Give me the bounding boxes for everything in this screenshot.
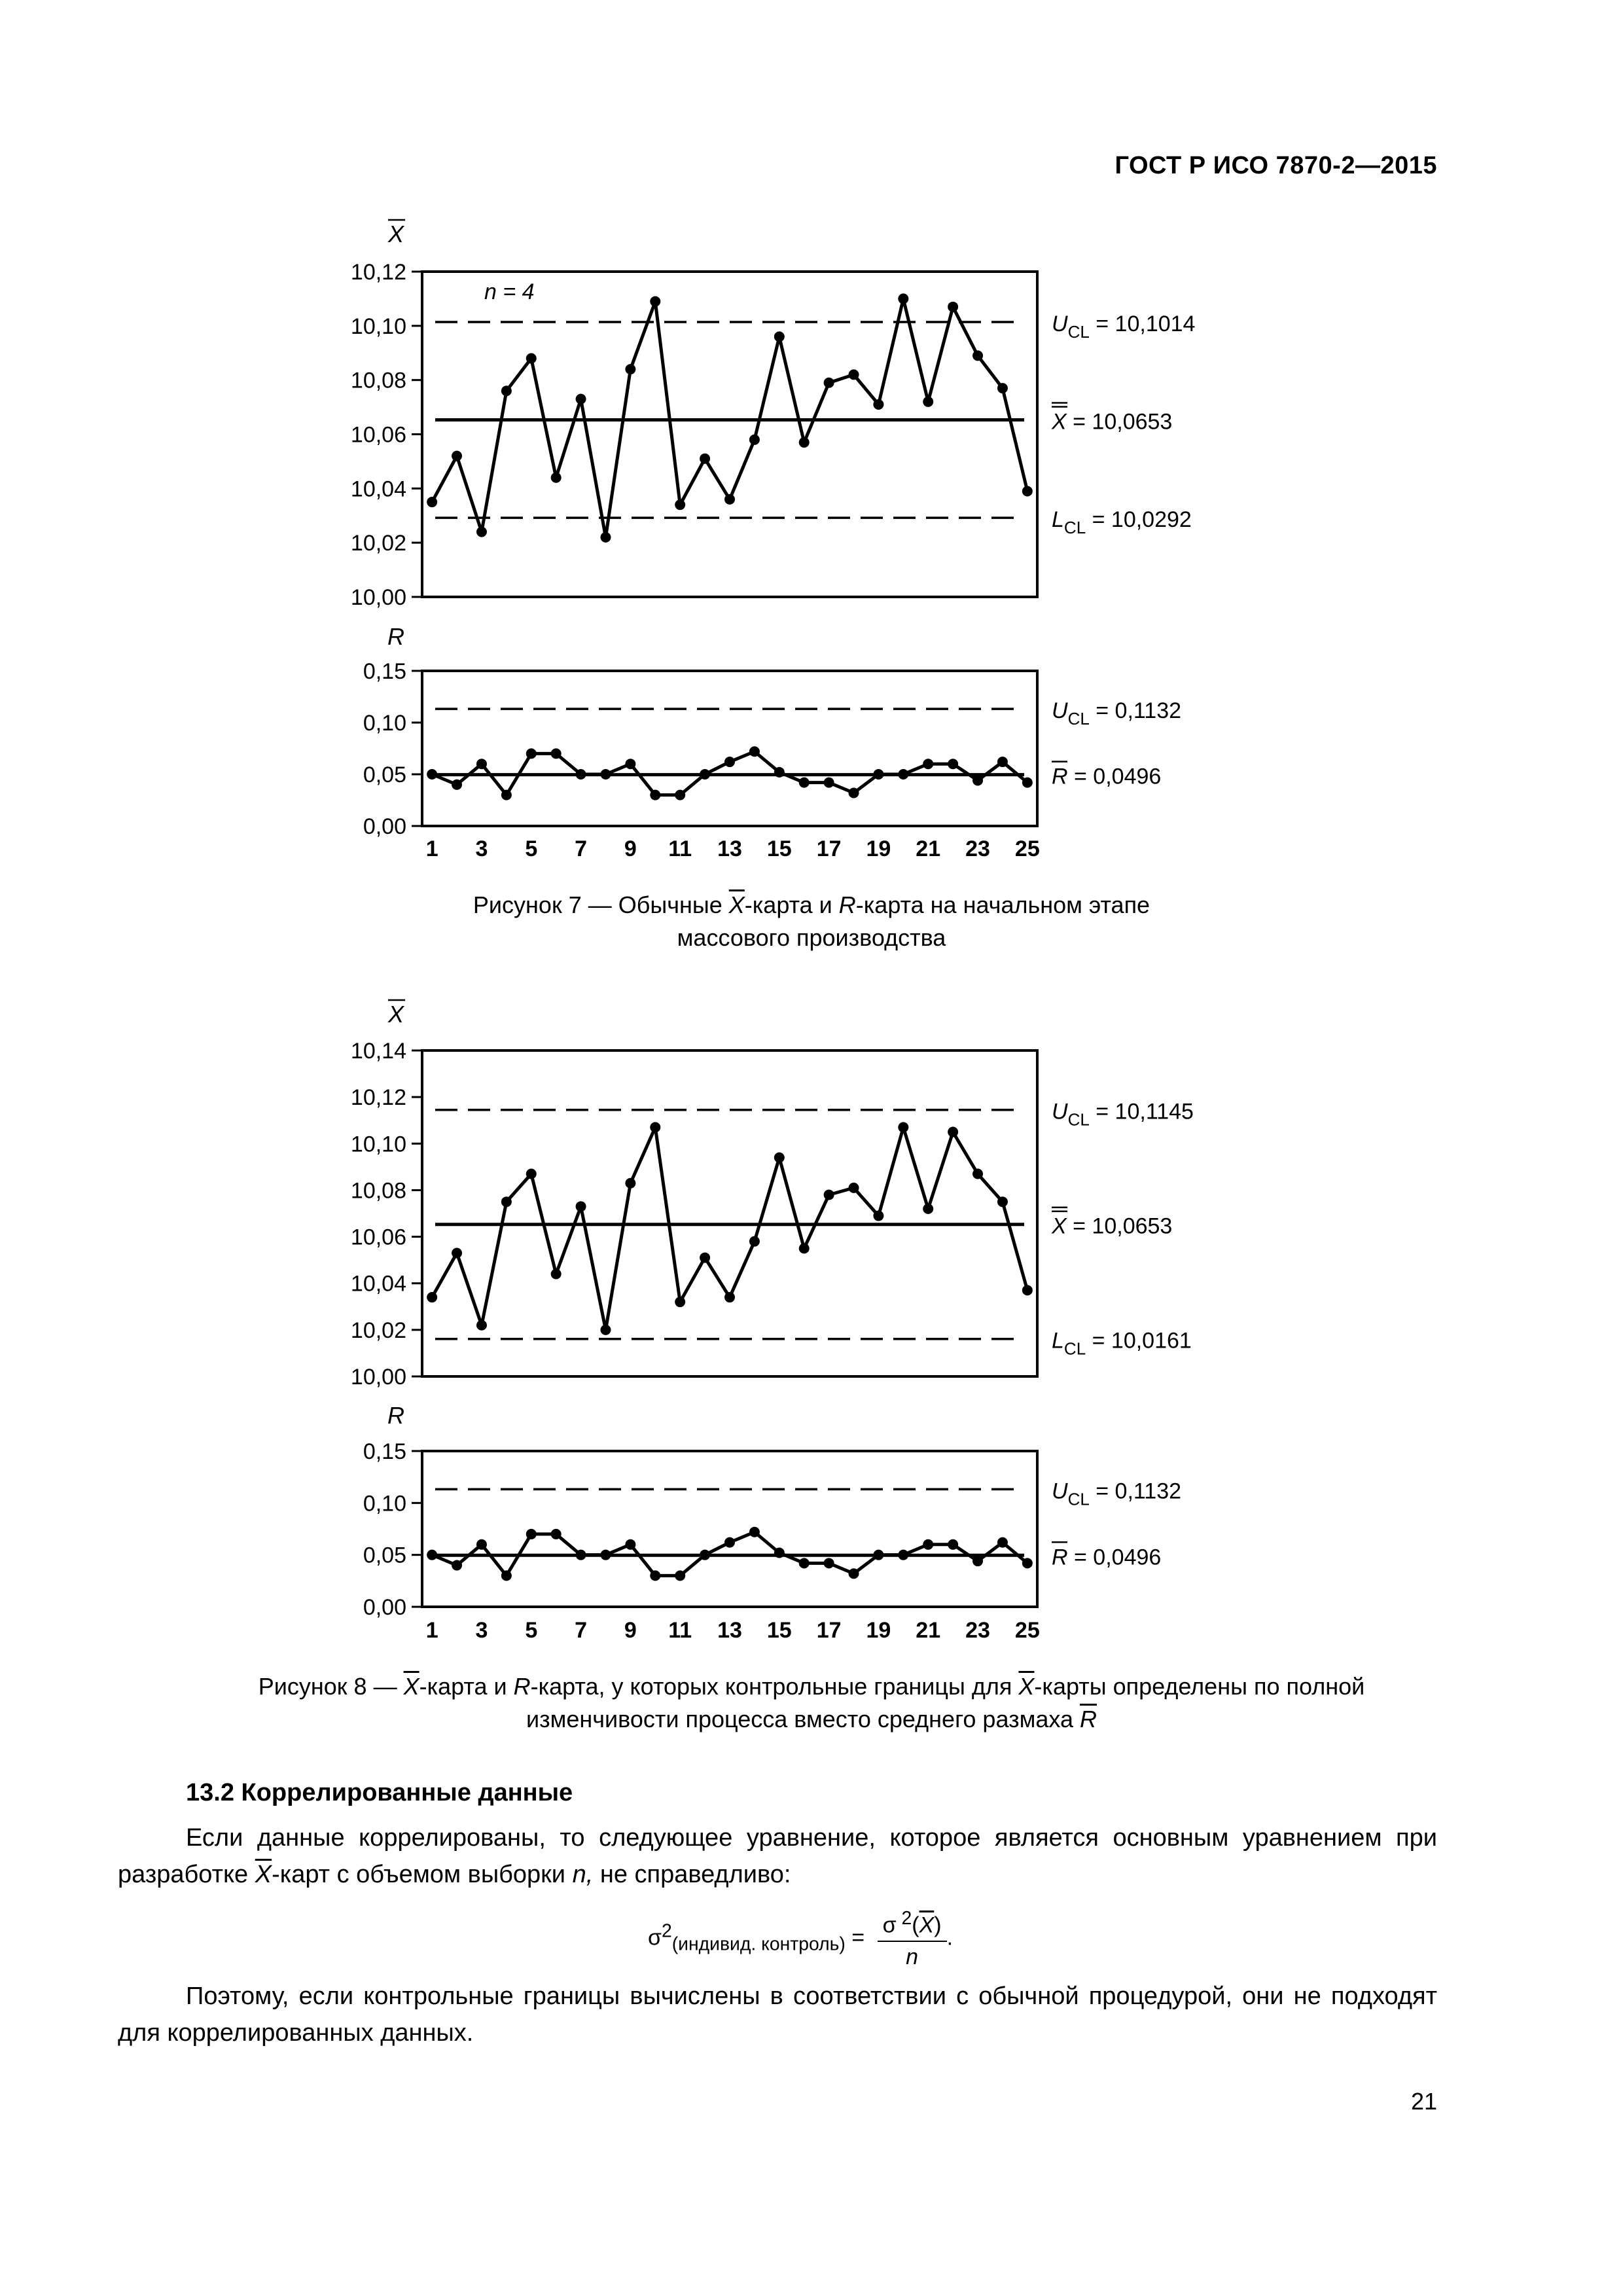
y-tick-label: 0,05 <box>363 1543 406 1568</box>
x-tick-label: 11 <box>668 836 692 861</box>
y-tick-label: 10,10 <box>350 1132 406 1157</box>
sigma-symbol: σ <box>882 1912 897 1938</box>
x-tick-label: 3 <box>475 1618 488 1643</box>
x-tick-label: 23 <box>965 1618 990 1643</box>
y-tick-label: 0,00 <box>363 1595 406 1620</box>
para-text: Если данные коррелированы, то следующее уравнение, которое является основным уравнением при разработке <box>118 1824 1437 1888</box>
y-tick-label: 0,00 <box>363 814 406 839</box>
exponent: 2 <box>661 1920 672 1942</box>
control-line-label: R = 0,0496 <box>1052 764 1162 789</box>
y-tick-label: 10,02 <box>350 1318 406 1343</box>
data-point <box>650 1570 660 1581</box>
plot-frame <box>422 1451 1037 1607</box>
caption-text: -карта и <box>744 891 839 918</box>
caption-text: -карта, у которых контрольные границы для <box>530 1673 1019 1700</box>
x-tick-label: 25 <box>1014 836 1040 861</box>
y-tick-label: 10,04 <box>350 476 406 502</box>
control-line-label: X = 10,0653 <box>1052 1213 1173 1239</box>
para-text: -карт с объемом выборки <box>272 1861 573 1888</box>
control-line-label: $L_{CL} = 10,0161$ <box>1052 1328 1192 1359</box>
x-tick-label: 11 <box>668 1618 692 1643</box>
xbar-symbol: $\overline{X}$ <box>1018 1673 1035 1700</box>
data-point <box>625 1539 635 1550</box>
data-point <box>898 1550 908 1560</box>
data-point <box>972 1556 983 1566</box>
control-line-label: $U_{CL} = 0,1132$ <box>1052 698 1182 729</box>
exponent: 2 <box>896 1908 912 1929</box>
numerator <box>878 1908 947 1942</box>
data-point <box>873 1550 883 1560</box>
data-point <box>849 1568 859 1579</box>
y-tick-label: 10,00 <box>350 585 406 610</box>
data-point <box>600 1550 611 1560</box>
n-symbol: n, <box>572 1861 594 1888</box>
page-number: 21 <box>1410 2088 1437 2115</box>
x-tick-label: 3 <box>475 836 488 861</box>
data-point <box>997 1537 1008 1548</box>
para-text: Поэтому, если контрольные границы вычислены в соответствии с обычной процедурой, они не подходят для коррелированных данных. <box>118 1982 1437 2047</box>
caption-text: -карта на начальном этапе <box>855 891 1150 918</box>
paren: ) <box>934 1912 942 1938</box>
section-heading: 13.2 Коррелированные данные <box>186 1779 573 1806</box>
r-symbol: R <box>838 891 856 918</box>
y-axis-label: R <box>387 623 404 650</box>
y-axis-label: X <box>387 1001 404 1028</box>
y-tick-label: 10,08 <box>350 368 406 393</box>
paragraph-2 <box>118 1978 1437 2051</box>
x-tick-label: 7 <box>575 1618 588 1643</box>
control-line-label: X = 10,0653 <box>1052 409 1173 435</box>
period: . <box>946 1925 954 1950</box>
x-tick-label: 21 <box>916 1618 941 1643</box>
x-tick-label: 21 <box>916 836 941 861</box>
y-tick-label: 0,15 <box>363 659 406 684</box>
xbar-symbol: $\overline{X}$ <box>728 891 745 918</box>
xbar-symbol: $\overline{X}$ <box>919 1912 935 1938</box>
x-tick-label: 17 <box>816 1618 842 1643</box>
data-point <box>427 1550 437 1560</box>
x-tick-label: 17 <box>816 836 842 861</box>
xbar-symbol: $\overline{X}$ <box>403 1673 419 1700</box>
document-header: ГОСТ Р ИСО 7870-2—2015 <box>1115 152 1437 179</box>
x-tick-label: 25 <box>1014 1618 1040 1643</box>
paren: ( <box>912 1912 919 1938</box>
data-point <box>675 1570 685 1581</box>
y-tick-label: 10,14 <box>350 1039 406 1064</box>
data-point <box>476 1539 487 1550</box>
data-point <box>1022 1558 1033 1568</box>
control-line-label: R = 0,0496 <box>1052 1545 1162 1570</box>
control-line-label: $U_{CL} = 10,1145$ <box>1052 1099 1194 1130</box>
y-tick-label: 10,08 <box>350 1178 406 1204</box>
x-tick-label: 7 <box>575 836 588 861</box>
data-point <box>526 1529 537 1539</box>
y-axis-label: X <box>387 221 404 247</box>
caption-text: Рисунок 8 — <box>258 1673 404 1700</box>
caption-text: -карты определены по полной <box>1034 1673 1365 1700</box>
y-tick-label: 0,05 <box>363 762 406 787</box>
data-point <box>452 1560 462 1571</box>
x-tick-label: 5 <box>525 836 538 861</box>
y-tick-label: 10,02 <box>350 531 406 556</box>
data-point <box>749 1527 760 1537</box>
control-line-label: $U_{CL} = 10,1014$ <box>1052 312 1196 342</box>
para-text: не справедливо: <box>593 1861 791 1888</box>
caption-text: -карта и <box>419 1673 514 1700</box>
data-point <box>799 1558 810 1568</box>
x-tick-label: 5 <box>525 1618 538 1643</box>
sample-size-note: n = 4 <box>484 279 535 304</box>
fraction <box>878 1908 947 1970</box>
x-tick-label: 9 <box>624 836 637 861</box>
denominator: n <box>906 1945 919 1970</box>
data-point <box>700 1550 710 1560</box>
x-tick-label: 13 <box>717 1618 742 1643</box>
data-point <box>501 1570 512 1581</box>
x-tick-label: 9 <box>624 1618 637 1643</box>
rbar-symbol: $\overline{R}$ <box>1079 1706 1097 1732</box>
y-tick-label: 10,12 <box>350 1085 406 1111</box>
x-tick-label: 1 <box>425 836 438 861</box>
x-tick-label: 1 <box>425 1618 438 1643</box>
y-tick-label: 0,10 <box>363 711 406 736</box>
y-tick-label: 10,00 <box>350 1365 406 1390</box>
data-point <box>948 1539 958 1550</box>
y-tick-label: 10,06 <box>350 1225 406 1250</box>
data-point <box>576 1550 586 1560</box>
variance-formula <box>648 1908 953 1970</box>
y-tick-label: 10,12 <box>350 260 406 285</box>
x-tick-label: 15 <box>766 1618 792 1643</box>
y-tick-label: 0,15 <box>363 1439 406 1464</box>
equals-sign: = <box>845 1925 871 1950</box>
paragraph-1 <box>118 1820 1437 1893</box>
data-point <box>551 1529 562 1539</box>
x-tick-label: 13 <box>717 836 742 861</box>
sigma-symbol: σ <box>648 1925 662 1950</box>
data-point <box>724 1537 735 1548</box>
x-tick-label: 15 <box>766 836 792 861</box>
y-tick-label: 10,10 <box>350 314 406 339</box>
x-tick-label: 19 <box>866 1618 891 1643</box>
caption-text: Рисунок 7 — Обычные <box>473 891 729 918</box>
data-point <box>923 1539 933 1550</box>
caption-line2: массового производства <box>677 924 946 951</box>
data-point <box>774 1547 785 1558</box>
subscript: (индивид. контроль) <box>671 1933 846 1955</box>
y-axis-label: R <box>387 1402 404 1429</box>
xbar-symbol: $\overline{X}$ <box>255 1861 272 1888</box>
y-tick-label: 10,04 <box>350 1271 406 1297</box>
data-point <box>824 1558 834 1568</box>
x-tick-label: 23 <box>965 836 990 861</box>
y-tick-label: 10,06 <box>350 422 406 448</box>
r-symbol: R <box>513 1673 531 1700</box>
caption-text: изменчивости процесса вместо среднего размаха <box>526 1706 1080 1732</box>
control-line-label: $L_{CL} = 10,0292$ <box>1052 507 1192 538</box>
y-tick-label: 0,10 <box>363 1491 406 1516</box>
control-line-label: $U_{CL} = 0,1132$ <box>1052 1479 1182 1509</box>
figure8-caption <box>0 1670 1623 1736</box>
x-tick-label: 19 <box>866 836 891 861</box>
